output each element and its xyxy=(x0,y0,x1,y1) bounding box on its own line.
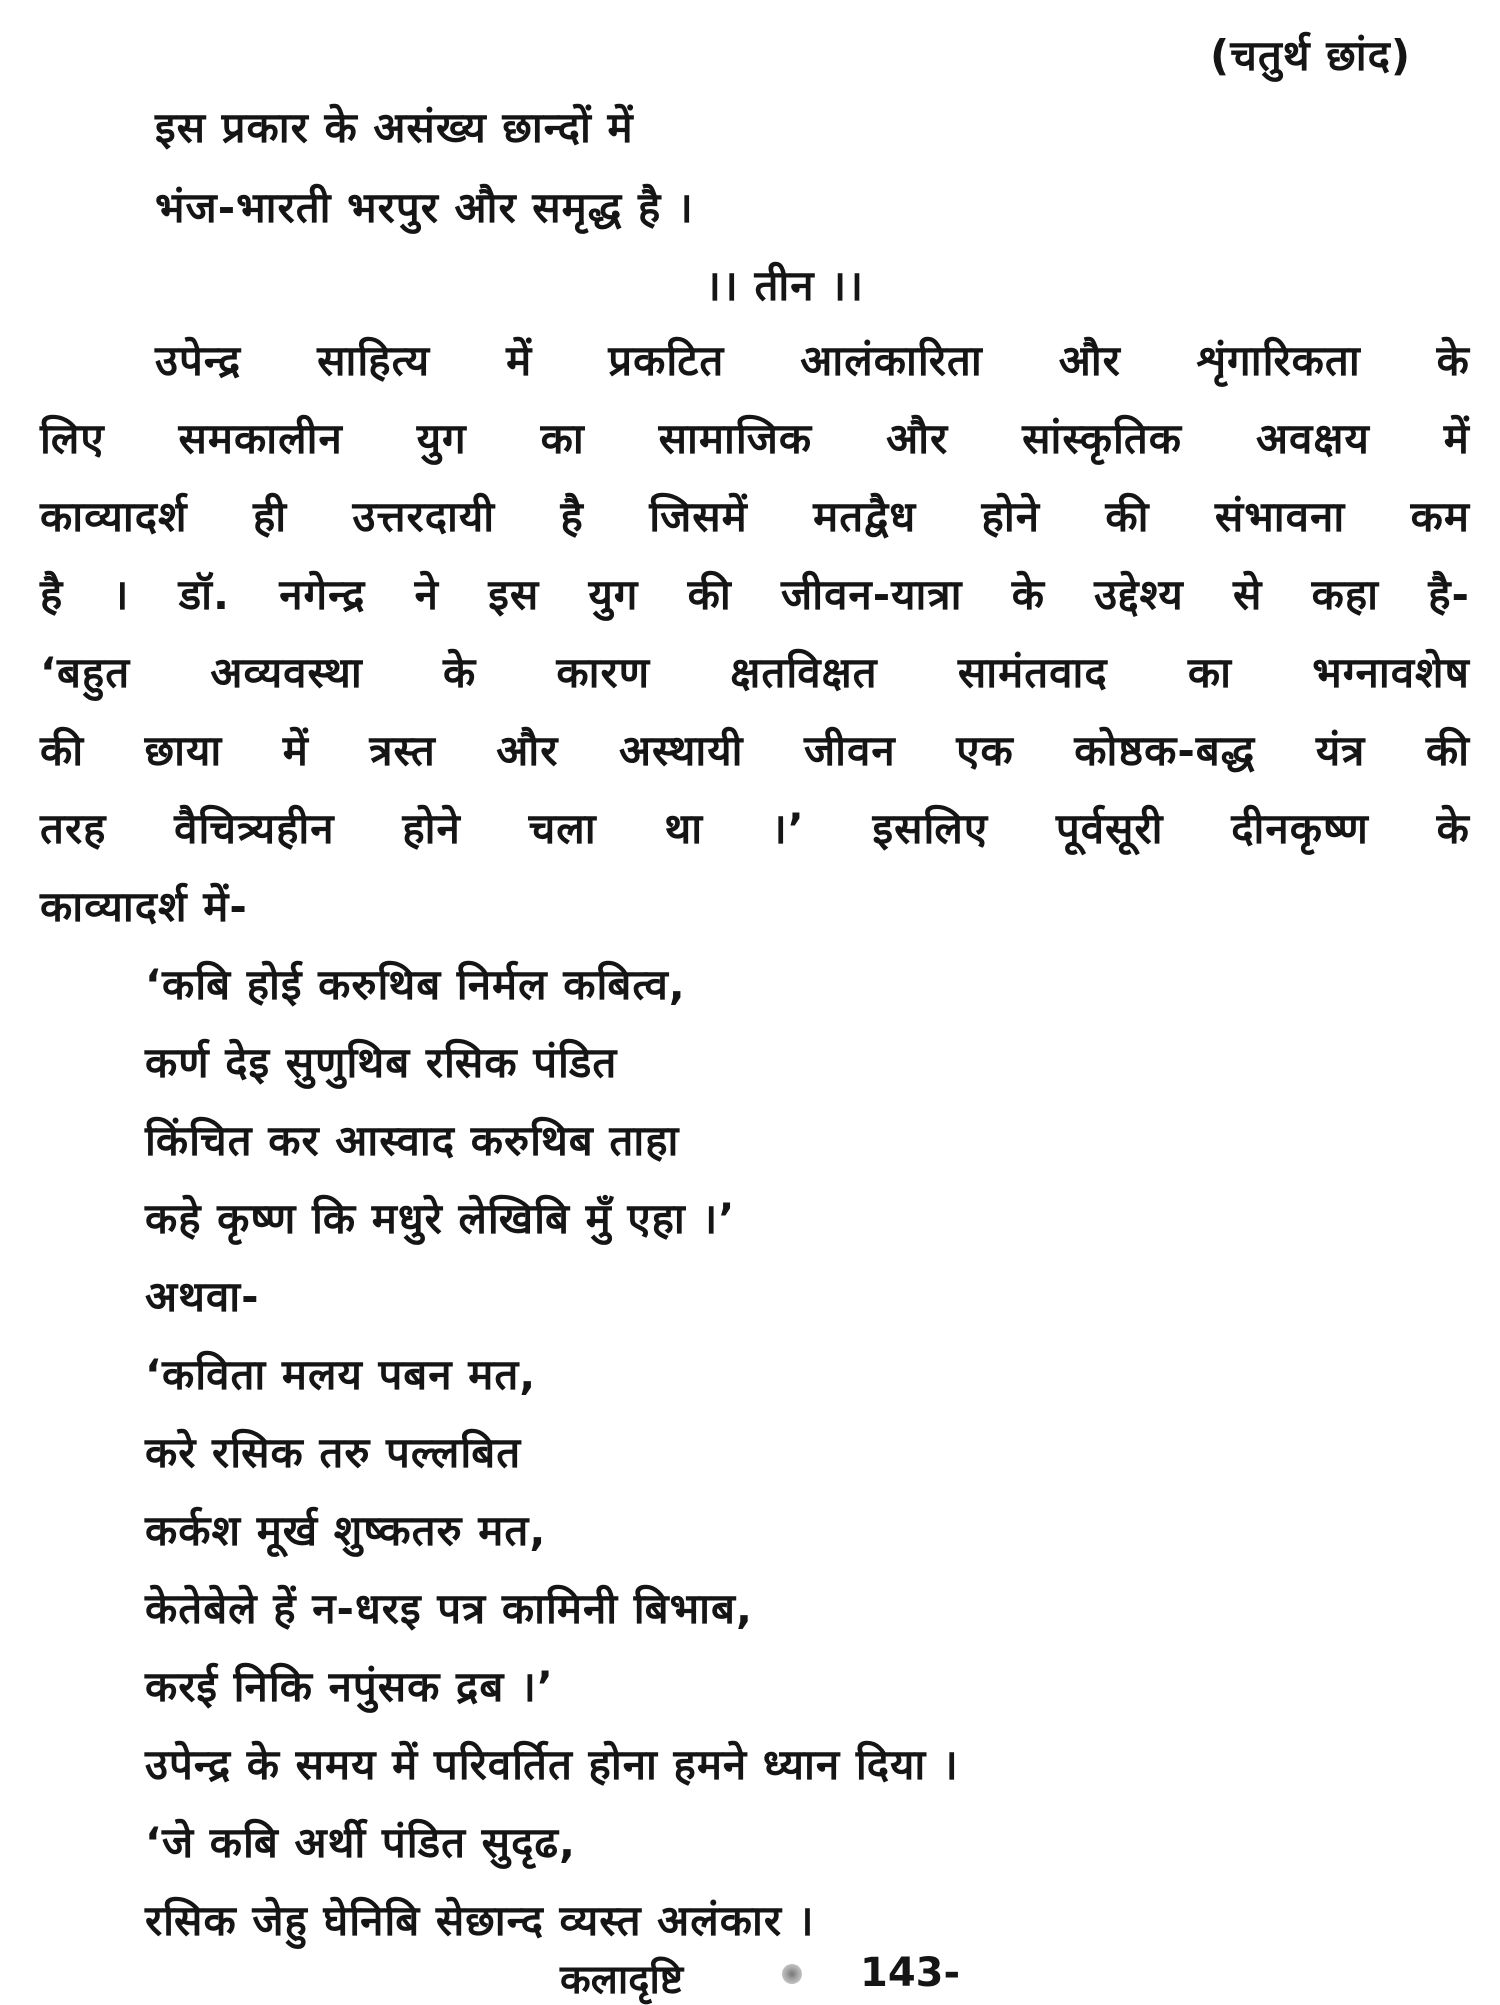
body-line: लिए समकालीन युग का सामाजिक और सांस्कृतिक अवक्षय में xyxy=(40,414,1470,463)
verse-line: ‘जे कबि अर्थी पंडित सुदृढ, xyxy=(145,1818,576,1867)
page-number: 143- xyxy=(860,1950,961,1996)
footer-title: कलादृष्टि xyxy=(560,1957,684,2003)
verse-line: रसिक जेहु घेनिबि सेछान्द व्यस्त अलंकार । xyxy=(145,1896,815,1945)
body-line: तरह वैचित्र्यहीन होने चला था ।’ इसलिए पूर्वसूरी दीनकृष्ण के xyxy=(40,804,1470,853)
verse-line: कर्ण देइ सुणुथिब रसिक पंडित xyxy=(145,1038,618,1087)
body-line: उपेन्द्र साहित्य में प्रकटित आलंकारिता और शृंगारिकता के xyxy=(155,336,1470,385)
verse-line: किंचित कर आस्वाद करुथिब ताहा xyxy=(145,1116,680,1165)
verse-line: करई निकि नपुंसक द्रब ।’ xyxy=(145,1662,554,1711)
body-line: की छाया में त्रस्त और अस्थायी जीवन एक कोष्ठक-बद्ध यंत्र की xyxy=(40,726,1470,775)
footer-bullet-icon xyxy=(782,1964,802,1984)
verse-line: ‘कविता मलय पबन मत, xyxy=(145,1350,537,1399)
body-line: काव्यादर्श में- xyxy=(40,882,248,931)
chapter-label: (चतुर्थ छांद) xyxy=(1210,31,1412,80)
body-line: इस प्रकार के असंख्य छान्दों में xyxy=(155,103,634,152)
verse-line: उपेन्द्र के समय में परिवर्तित होना हमने ध्यान दिया । xyxy=(145,1740,959,1789)
verse-line: करे रसिक तरु पल्लबित xyxy=(145,1428,522,1477)
verse-line: ‘कबि होई करुथिब निर्मल कबित्व, xyxy=(145,960,686,1009)
verse-line: केतेबेले हें न-धरइ पत्र कामिनी बिभाब, xyxy=(145,1584,753,1633)
body-line: ‘बहुत अव्यवस्था के कारण क्षतविक्षत सामंतवाद का भग्नावशेष xyxy=(40,648,1470,697)
body-line: है । डॉ. नगेन्द्र ने इस युग की जीवन-यात्रा के उद्देश्य से कहा है- xyxy=(40,570,1470,619)
verse-line: कहे कृष्ण कि मधुरे लेखिबि मुँ एहा ।’ xyxy=(145,1194,736,1243)
body-line: भंज-भारती भरपुर और समृद्ध है । xyxy=(155,183,694,232)
section-heading: ।। तीन ।। xyxy=(705,261,865,310)
verse-line: कर्कश मूर्ख शुष्कतरु मत, xyxy=(145,1506,547,1555)
body-line: काव्यादर्श ही उत्तरदायी है जिसमें मतद्वैध होने की संभावना कम xyxy=(40,492,1470,541)
verse-line: अथवा- xyxy=(145,1272,260,1321)
